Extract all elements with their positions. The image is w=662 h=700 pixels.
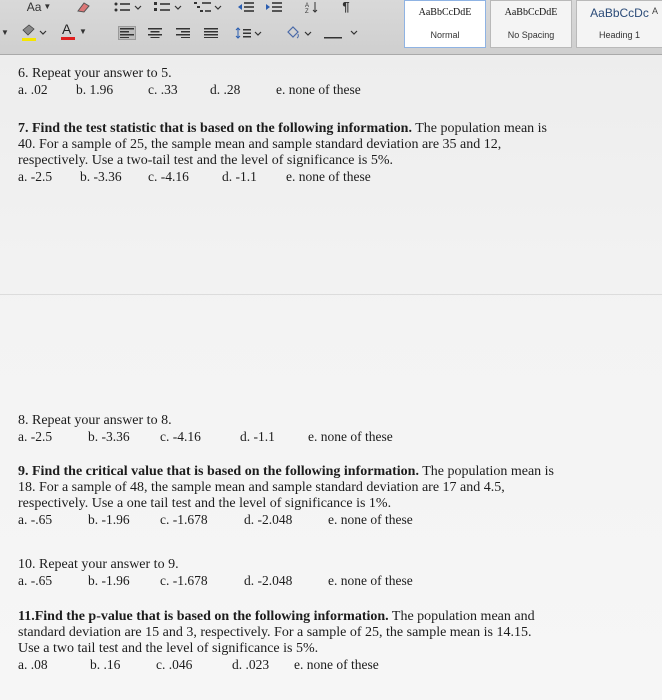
answer-options xyxy=(18,429,638,445)
font-color-letter: A xyxy=(62,21,72,37)
option-c: c. .33 xyxy=(148,82,178,97)
bullet-list-icon xyxy=(113,1,143,13)
option-b: b. 1.96 xyxy=(76,82,114,97)
page-break xyxy=(0,294,662,295)
option-d: d. -1.1 xyxy=(240,429,275,444)
formatting-ribbon xyxy=(0,0,662,55)
style-name: No Spacing xyxy=(507,30,555,40)
style-sample-text: AaBbCcDdE xyxy=(418,7,472,18)
option-c: c. .046 xyxy=(156,657,193,672)
question-text-line xyxy=(18,121,638,137)
option-c: c. -1.678 xyxy=(160,573,208,588)
option-a: a. -2.5 xyxy=(18,429,53,444)
question-text-line xyxy=(18,609,638,625)
style-no-spacing[interactable] xyxy=(490,0,572,48)
shading-button[interactable] xyxy=(284,26,314,40)
option-a: a. .08 xyxy=(18,657,48,672)
highlighter-icon xyxy=(21,24,49,42)
option-b: b. -3.36 xyxy=(88,429,130,444)
question-9 xyxy=(18,464,638,528)
question-text-line: respectively. Use a two-tail test and the level of significance is 5%. xyxy=(18,153,394,168)
multilevel-list-button[interactable] xyxy=(192,0,224,14)
style-name: Normal xyxy=(430,30,460,40)
question-10 xyxy=(18,557,638,589)
svg-text:Z: Z xyxy=(305,9,309,13)
paint-bucket-icon xyxy=(285,26,313,40)
option-b: b. -1.96 xyxy=(88,573,130,588)
style-sample-text: AaBbCcDc xyxy=(590,6,649,20)
question-text: 10. Repeat your answer to 9. xyxy=(18,557,179,572)
font-color-icon xyxy=(61,23,75,41)
increase-indent-button[interactable] xyxy=(264,0,284,14)
align-right-button[interactable] xyxy=(174,26,192,40)
align-left-button[interactable] xyxy=(118,26,136,40)
sort-button[interactable] xyxy=(304,0,320,14)
question-text-line xyxy=(18,464,638,480)
answer-options xyxy=(18,82,638,98)
style-heading-1[interactable] xyxy=(576,0,662,48)
answer-options xyxy=(18,512,638,528)
more-styles-button[interactable]: A xyxy=(652,6,659,16)
decrease-indent-icon xyxy=(237,1,255,13)
align-left-icon xyxy=(120,28,134,38)
option-a: a. -2.5 xyxy=(18,169,53,184)
answer-options xyxy=(18,169,638,185)
answer-options xyxy=(18,573,638,589)
bullets-button[interactable] xyxy=(112,0,144,14)
text-highlight-button[interactable] xyxy=(20,24,50,42)
option-e: e. none of these xyxy=(286,169,371,184)
align-center-icon xyxy=(148,28,162,38)
option-d: d. -1.1 xyxy=(222,169,257,184)
option-e: e. none of these xyxy=(294,657,379,672)
question-text: 6. Repeat your answer to 5. xyxy=(18,66,172,81)
option-b: b. -3.36 xyxy=(80,169,122,184)
numbering-button[interactable] xyxy=(152,0,184,14)
borders-button[interactable] xyxy=(322,26,362,40)
line-spacing-icon xyxy=(235,27,263,39)
option-d: d. .023 xyxy=(232,657,270,672)
question-text-line: respectively. Use a one tail test and the level of significance is 1%. xyxy=(18,496,392,511)
option-c: c. -4.16 xyxy=(148,169,189,184)
style-name: Heading 1 xyxy=(598,30,641,40)
option-e: e. none of these xyxy=(308,429,393,444)
option-e: e. none of these xyxy=(328,573,413,588)
question-heading: 9. Find the critical value that is based on the following information. xyxy=(18,464,419,479)
question-heading: 7. Find the test statistic that is based on the following information. xyxy=(18,121,412,136)
option-b: b. -1.96 xyxy=(88,512,130,527)
option-d: d. .28 xyxy=(210,82,241,97)
change-case-button[interactable] xyxy=(22,0,56,14)
option-b: b. .16 xyxy=(90,657,121,672)
font-color-button[interactable] xyxy=(60,22,88,42)
question-8 xyxy=(18,413,638,445)
chevron-down-icon: ▼ xyxy=(79,27,87,36)
option-a: a. -.65 xyxy=(18,573,53,588)
question-heading: 11.Find the p-value that is based on the following information. xyxy=(18,609,389,624)
style-sample-text: AaBbCcDdE xyxy=(504,7,558,18)
increase-indent-icon xyxy=(265,1,283,13)
question-text-tail: The population mean is xyxy=(418,464,555,479)
question-text-tail: The population mean and xyxy=(388,609,535,624)
question-text-line: standard deviation are 15 and 3, respectively. For a sample of 25, the sample mean is 14.15. xyxy=(18,625,532,640)
question-6 xyxy=(18,66,638,98)
option-c: c. -4.16 xyxy=(160,429,201,444)
show-formatting-marks-button[interactable] xyxy=(338,0,354,14)
question-7 xyxy=(18,121,638,185)
document-page[interactable] xyxy=(0,55,662,700)
numbered-list-icon xyxy=(153,1,183,13)
change-case-label: Aa xyxy=(26,0,42,14)
option-e: e. none of these xyxy=(276,82,361,97)
style-normal[interactable] xyxy=(404,0,486,48)
decrease-indent-button[interactable] xyxy=(236,0,256,14)
question-text-line: 40. For a sample of 25, the sample mean and sample standard deviation are 35 and 12, xyxy=(18,137,502,152)
question-text: 8. Repeat your answer to 8. xyxy=(18,413,172,428)
question-11 xyxy=(18,609,638,673)
chevron-down-icon: ▼ xyxy=(43,2,52,11)
option-c: c. -1.678 xyxy=(160,512,208,527)
border-icon xyxy=(323,26,361,40)
justify-button[interactable] xyxy=(202,26,220,40)
align-center-button[interactable] xyxy=(146,26,164,40)
question-text-line: 18. For a sample of 48, the sample mean and sample standard deviation are 17 and 4.5, xyxy=(18,480,505,495)
answer-options xyxy=(18,657,638,673)
option-a: a. .02 xyxy=(18,82,48,97)
justify-icon xyxy=(204,28,218,38)
pilcrow-icon: ¶ xyxy=(342,0,350,14)
option-d: d. -2.048 xyxy=(244,573,293,588)
svg-text:A: A xyxy=(305,3,310,9)
eraser-icon xyxy=(75,1,91,13)
multilevel-list-icon xyxy=(193,1,223,13)
option-d: d. -2.048 xyxy=(244,512,293,527)
sort-icon xyxy=(305,1,319,13)
align-right-icon xyxy=(176,28,190,38)
option-a: a. -.65 xyxy=(18,512,53,527)
question-text-tail: The population mean is xyxy=(411,121,548,136)
question-text-line: Use a two tail test and the level of significance is 5%. xyxy=(18,641,319,656)
clear-formatting-button[interactable] xyxy=(74,0,92,14)
option-e: e. none of these xyxy=(328,512,413,527)
line-spacing-button[interactable] xyxy=(234,26,264,40)
font-color-swatch xyxy=(61,37,75,40)
chevron-down-icon[interactable]: ▼ xyxy=(1,28,9,37)
